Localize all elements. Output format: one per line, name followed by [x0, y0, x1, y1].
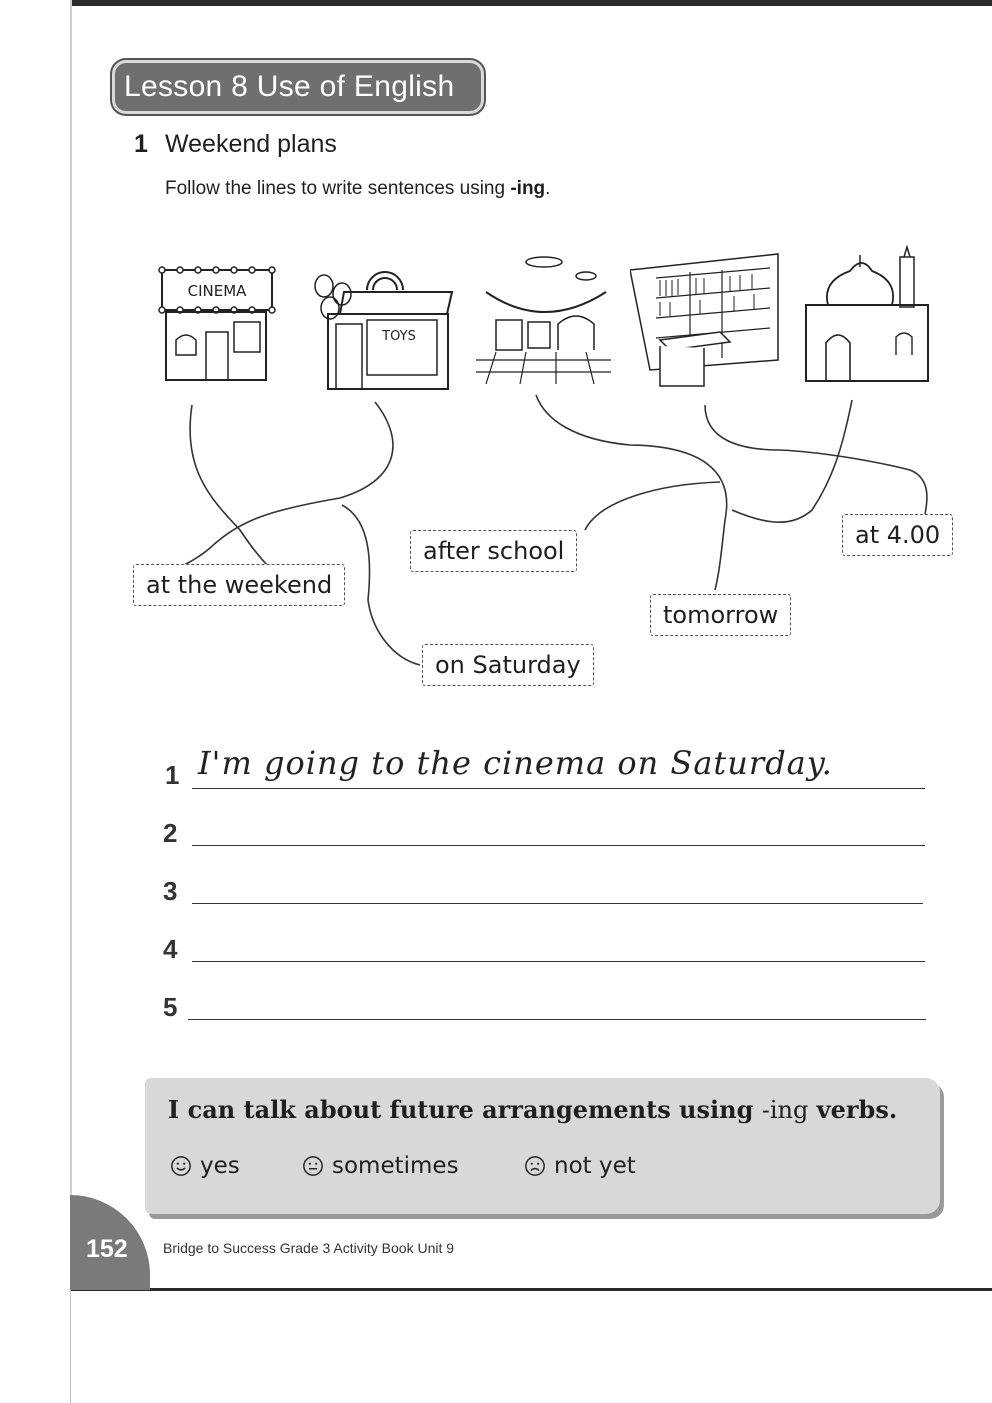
- page-number: 152: [86, 1235, 128, 1263]
- sad-face-icon: [524, 1155, 546, 1177]
- instruction-bold: -ing: [510, 178, 546, 199]
- cinema-sign-text: CINEMA: [187, 282, 247, 300]
- rating-not-yet[interactable]: [524, 1153, 636, 1179]
- line-mosque: [732, 400, 852, 522]
- answer-number-4: 4: [163, 934, 178, 964]
- answer-line-5: [188, 1019, 926, 1020]
- page-margin-line: [70, 1290, 71, 1403]
- exercise-title: Weekend plans: [165, 130, 337, 158]
- page-bottom-edge: [70, 1288, 992, 1291]
- answer-number-5: 5: [163, 992, 178, 1022]
- rating-yes-label: yes: [200, 1153, 240, 1179]
- self-assessment-statement: [168, 1095, 897, 1124]
- instruction-end: .: [545, 178, 551, 199]
- line-library: [705, 405, 927, 515]
- neutral-face-icon: [302, 1155, 324, 1177]
- answer-line-2: [192, 845, 925, 846]
- label-at-4: at 4.00: [842, 514, 953, 556]
- answer-number-3: 3: [163, 876, 178, 906]
- rating-yes[interactable]: [170, 1153, 240, 1179]
- lesson-title: Lesson 8 Use of English: [112, 60, 484, 114]
- label-after-school: after school: [410, 530, 577, 572]
- line-cinema: [190, 405, 270, 568]
- rating-sometimes-label: sometimes: [332, 1153, 459, 1179]
- rating-sometimes[interactable]: [302, 1153, 459, 1179]
- line-afterschool: [585, 482, 720, 530]
- answer-text-1[interactable]: I'm going to the cinema on Saturday.: [198, 744, 833, 782]
- toy-shop-sign-text: TOYS: [382, 329, 416, 344]
- statement-ing: -ing: [761, 1096, 809, 1124]
- answer-line-3: [192, 903, 923, 904]
- footer-book-title: Bridge to Success Grade 3 Activity Book Unit 9: [163, 1240, 455, 1256]
- answer-line-1: [192, 788, 925, 789]
- statement-end: verbs.: [808, 1095, 898, 1124]
- statement-text: I can talk about future arrangements using: [168, 1095, 762, 1124]
- line-toyshop: [168, 402, 393, 575]
- exercise-number: 1: [134, 130, 148, 158]
- answer-number-1: 1: [165, 760, 180, 790]
- label-tomorrow: tomorrow: [650, 594, 791, 636]
- label-at-the-weekend: at the weekend: [133, 564, 345, 606]
- smiley-face-icon: [170, 1155, 192, 1177]
- answer-line-4: [192, 961, 925, 962]
- instruction-text: Follow the lines to write sentences using: [165, 178, 511, 199]
- answer-number-2: 2: [163, 818, 178, 848]
- rating-not-yet-label: not yet: [554, 1153, 636, 1179]
- label-on-saturday: on Saturday: [422, 644, 594, 686]
- line-toyshop-saturday: [342, 505, 420, 665]
